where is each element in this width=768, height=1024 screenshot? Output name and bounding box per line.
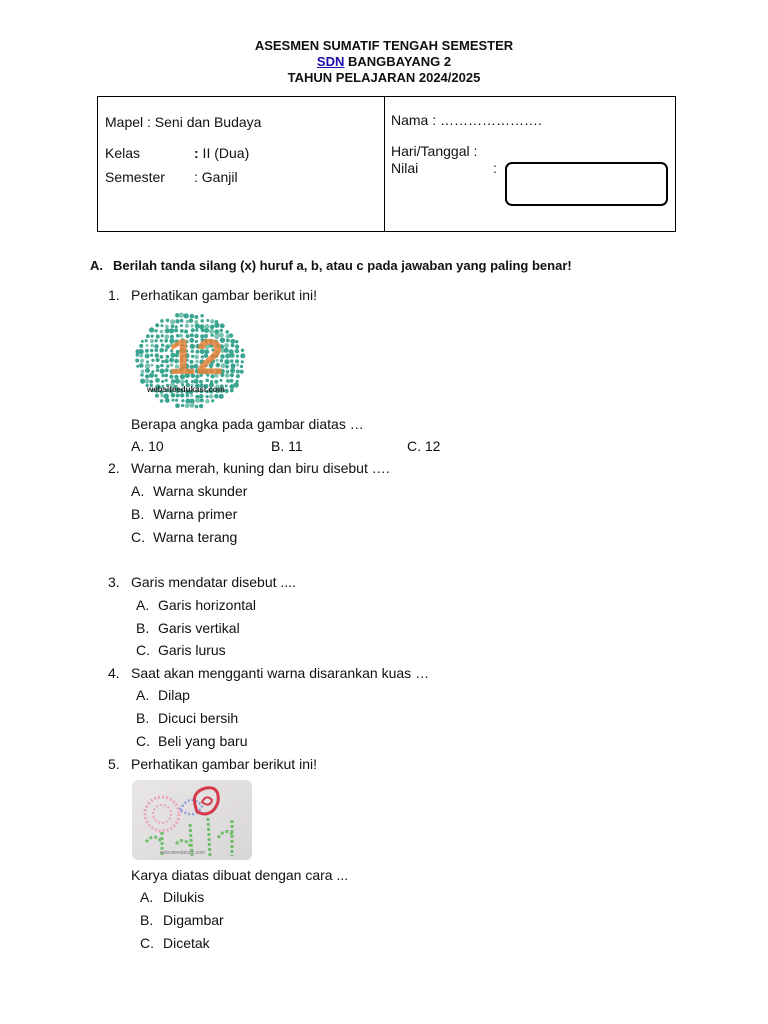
ishihara-dot <box>156 365 160 369</box>
ishihara-dot <box>224 343 229 348</box>
q4-option-a[interactable]: Dilap <box>158 687 190 703</box>
ishihara-dot <box>164 394 169 399</box>
ishihara-dot <box>236 355 239 358</box>
ishihara-dot <box>194 320 198 324</box>
ishihara-dot <box>154 329 157 332</box>
ishihara-dot <box>150 344 154 348</box>
ishihara-dot <box>149 380 153 384</box>
ishihara-dot <box>191 324 194 327</box>
ishihara-dot <box>155 394 159 398</box>
q5-number: 5. <box>108 756 120 772</box>
ishihara-dot <box>185 324 189 328</box>
ishihara-dot <box>184 313 189 318</box>
q5-followup: Karya diatas dibuat dengan cara ... <box>131 867 349 883</box>
subject-label: Mapel : Seni dan Budaya <box>105 114 262 130</box>
ishihara-dot <box>230 368 235 373</box>
academic-year: TAHUN PELAJARAN 2024/2025 <box>287 70 481 85</box>
q5-option-a-mark[interactable]: A. <box>140 889 154 905</box>
ishihara-dot <box>181 399 184 402</box>
ishihara-dot <box>230 363 235 368</box>
ishihara-dot <box>186 320 190 324</box>
ishihara-dot <box>145 379 150 384</box>
info-box-divider <box>384 97 385 231</box>
ishihara-dot <box>171 325 175 329</box>
ishihara-dot <box>160 399 164 403</box>
q2-option-a-mark[interactable]: A. <box>131 483 145 499</box>
ishihara-dot <box>224 348 229 353</box>
q2-option-b-mark[interactable]: B. <box>131 506 145 522</box>
q3-number: 3. <box>108 574 120 590</box>
ishihara-dot <box>181 404 184 407</box>
q4-option-b-mark[interactable]: B. <box>136 710 150 726</box>
ishihara-dot <box>225 384 228 387</box>
q1-followup: Berapa angka pada gambar diatas … <box>131 416 364 432</box>
q4-option-c[interactable]: Beli yang baru <box>158 733 248 749</box>
ishihara-dot <box>230 373 234 377</box>
q3-option-b-mark[interactable]: B. <box>136 620 150 636</box>
q2-number: 2. <box>108 460 120 476</box>
ishihara-dot <box>150 354 153 357</box>
ishihara-dot <box>151 359 154 362</box>
q3-option-a-mark[interactable]: A. <box>136 597 150 613</box>
q3-option-c-mark[interactable]: C. <box>136 642 150 658</box>
class-label: Kelas <box>105 145 141 161</box>
ishihara-plate <box>134 312 246 410</box>
ishihara-dot <box>236 374 240 378</box>
ishihara-dot <box>160 319 164 323</box>
ishihara-dot <box>138 349 143 354</box>
ishihara-dot <box>154 374 157 377</box>
q3-option-c[interactable]: Garis lurus <box>158 642 226 658</box>
ishihara-image <box>134 312 246 410</box>
school-name <box>0 54 768 69</box>
ishihara-dot <box>189 403 194 408</box>
ishihara-dot <box>224 359 229 364</box>
ishihara-dot <box>175 325 178 328</box>
ishihara-dot <box>195 405 198 408</box>
ishihara-dot <box>161 374 164 377</box>
q5-option-a[interactable]: Dilukis <box>163 889 205 905</box>
ishihara-dot <box>156 369 159 372</box>
ishihara-dot <box>194 315 198 319</box>
q2-option-a[interactable]: Warna skunder <box>153 483 248 499</box>
ishihara-dot <box>165 325 169 329</box>
school-name-rest: BANGBAYANG 2 <box>344 54 452 69</box>
q3-text: Garis mendatar disebut .... <box>131 574 296 590</box>
q5-text: Perhatikan gambar berikut ini! <box>131 756 317 772</box>
ishihara-dot <box>160 364 164 368</box>
ishihara-dot <box>139 363 144 368</box>
ishihara-dot <box>225 365 229 369</box>
ishihara-dot <box>235 349 240 354</box>
ishihara-dot <box>170 319 175 324</box>
ishihara-dot <box>140 359 144 363</box>
print-art-image <box>132 780 252 860</box>
q3-option-a[interactable]: Garis horizontal <box>158 597 257 613</box>
ishihara-dot <box>156 358 160 362</box>
ishihara-dot <box>160 330 164 334</box>
ishihara-dot <box>241 349 244 352</box>
school-link[interactable]: SDN <box>316 54 345 69</box>
ishihara-dot <box>145 368 150 373</box>
ishihara-dot <box>180 324 183 327</box>
ishihara-dot <box>150 364 153 367</box>
q4-option-b[interactable]: Dicuci bersih <box>158 710 239 726</box>
q3-option-b[interactable]: Garis vertikal <box>158 620 240 636</box>
q1-text: Perhatikan gambar berikut ini! <box>131 287 317 303</box>
ishihara-dot <box>141 340 144 343</box>
ishihara-dot <box>230 353 235 358</box>
ishihara-dot <box>176 394 180 398</box>
ishihara-dot <box>229 333 233 337</box>
ishihara-dot <box>201 319 204 322</box>
exam-title: ASESMEN SUMATIF TENGAH SEMESTER <box>254 38 514 53</box>
ishihara-dot <box>230 339 235 344</box>
q2-option-c-mark[interactable]: C. <box>131 529 145 545</box>
ishihara-dot <box>225 373 230 378</box>
ishihara-dot <box>140 373 143 376</box>
ishihara-dot <box>205 399 209 403</box>
ishihara-dot <box>145 374 149 378</box>
ishihara-dot <box>139 344 143 348</box>
ishihara-dot <box>160 355 164 359</box>
ishihara-dot <box>190 314 195 319</box>
ishihara-dot <box>214 323 219 328</box>
ishihara-dot <box>175 399 178 402</box>
ishihara-dot <box>135 359 139 363</box>
ishihara-dot <box>175 319 179 323</box>
semester-label: Semester <box>105 169 165 185</box>
score-label: Nilai <box>391 160 419 176</box>
ishihara-dot <box>149 373 154 378</box>
ishihara-dot <box>165 398 170 403</box>
ishihara-dot <box>206 395 209 398</box>
ishihara-dot <box>155 339 158 342</box>
ishihara-dot <box>185 403 190 408</box>
ishihara-dot <box>160 394 163 397</box>
ishihara-dot <box>150 349 154 353</box>
ishihara-dot <box>240 365 243 368</box>
ishihara-dot <box>161 334 164 337</box>
ishihara-dot <box>230 389 234 393</box>
ishihara-dot <box>136 353 139 356</box>
ishihara-dot <box>180 319 184 323</box>
ishihara-dot <box>200 314 203 317</box>
ishihara-dot <box>236 370 240 374</box>
q1-option-b[interactable]: B. 11 <box>271 438 303 454</box>
ishihara-dot <box>160 369 165 374</box>
ishihara-dot <box>145 349 149 353</box>
ishihara-dot <box>136 365 139 368</box>
ishihara-dot <box>206 319 209 322</box>
ishihara-dot <box>240 370 244 374</box>
ishihara-dot <box>199 404 203 408</box>
ishihara-dot <box>145 363 150 368</box>
q5-option-b[interactable]: Digambar <box>163 912 224 928</box>
print-art-picture <box>132 780 252 860</box>
ishihara-dot <box>149 327 154 332</box>
name-field[interactable]: Nama : …………………. <box>391 112 542 128</box>
ishihara-dot <box>199 394 203 398</box>
ishihara-dot <box>225 330 229 334</box>
ishihara-dot <box>210 319 215 324</box>
ishihara-dot <box>171 399 174 402</box>
q1-option-a[interactable]: A. 10 <box>131 438 164 454</box>
student-info-box <box>97 96 676 232</box>
ishihara-dot <box>240 353 245 358</box>
q4-text: Saat akan mengganti warna disarankan kuas … <box>131 665 430 681</box>
q5-option-b-mark[interactable]: B. <box>140 912 154 928</box>
ishihara-dot <box>146 334 150 338</box>
ishihara-dot <box>155 323 159 327</box>
ishihara-dot <box>161 324 164 327</box>
q1-number: 1. <box>108 287 120 303</box>
ishihara-dot <box>155 378 160 383</box>
ishihara-dot <box>214 394 219 399</box>
ishihara-dot <box>166 319 170 323</box>
score-separator: : <box>493 160 497 176</box>
ishihara-dot <box>220 323 225 328</box>
ishihara-dot <box>141 370 145 374</box>
ishihara-dot <box>231 344 235 348</box>
q1-option-c[interactable]: C. 12 <box>407 438 441 454</box>
score-box[interactable] <box>505 162 668 206</box>
ishihara-dot <box>186 394 189 397</box>
q2-option-b[interactable]: Warna primer <box>153 506 238 522</box>
q4-option-c-mark[interactable]: C. <box>136 733 150 749</box>
ishihara-dot <box>175 403 180 408</box>
semester-value: : Ganjil <box>194 169 238 185</box>
ishihara-dot <box>145 339 148 342</box>
ishihara-dot <box>145 354 150 359</box>
ishihara-dot <box>241 360 244 363</box>
q2-text: Warna merah, kuning dan biru disebut …. <box>131 460 390 476</box>
ishihara-dot <box>155 353 159 357</box>
ishihara-dot <box>150 339 154 343</box>
q5-option-c[interactable]: Dicetak <box>163 935 210 951</box>
ishihara-dot <box>195 398 200 403</box>
ishihara-dot <box>179 313 184 318</box>
ishihara-dot <box>190 394 193 397</box>
ishihara-dot <box>234 382 239 387</box>
ishihara-dot <box>139 354 143 358</box>
print-art-watermark: websiteedukasi.com <box>160 850 206 856</box>
q4-number: 4. <box>108 665 120 681</box>
ishihara-dot <box>226 339 230 343</box>
ishihara-dot <box>209 394 213 398</box>
ishihara-dot <box>235 344 239 348</box>
ishihara-dot <box>219 394 224 399</box>
class-value <box>194 145 249 161</box>
date-field[interactable]: Hari/Tanggal : <box>391 143 478 159</box>
ishihara-dot <box>226 379 230 383</box>
ishihara-dot <box>230 359 234 363</box>
class-separator: : <box>194 145 199 161</box>
ishihara-dot <box>189 319 193 323</box>
ishihara-dot <box>151 335 154 338</box>
ishihara-dot <box>161 344 164 347</box>
ishihara-dot <box>156 334 160 338</box>
section-a-marker: A. <box>90 258 103 273</box>
ishihara-watermark: websiteedukasi.com <box>147 385 225 394</box>
class-value-text: II (Dua) <box>198 145 250 161</box>
ishihara-dot <box>160 339 163 342</box>
ishihara-dot <box>211 399 214 402</box>
q4-option-a-mark[interactable]: A. <box>136 687 150 703</box>
ishihara-dot <box>155 349 159 353</box>
ishihara-dot <box>224 389 228 393</box>
ishihara-dot <box>159 348 164 353</box>
ishihara-dot <box>236 364 239 367</box>
ishihara-dot <box>235 359 239 363</box>
ishihara-dot <box>146 360 149 363</box>
q2-option-c[interactable]: Warna terang <box>153 529 238 545</box>
ishihara-dot <box>226 370 229 373</box>
ishihara-dot <box>235 340 238 343</box>
ishihara-dot <box>146 344 149 347</box>
ishihara-dot <box>230 379 234 383</box>
section-a-instruction: Berilah tanda silang (x) huruf a, b, atau c pada jawaban yang paling benar! <box>113 258 572 273</box>
ishihara-dot <box>225 354 230 359</box>
ishihara-dot <box>200 398 204 402</box>
ishihara-dot <box>195 323 200 328</box>
ishihara-dot <box>140 379 145 384</box>
q5-option-c-mark[interactable]: C. <box>140 935 154 951</box>
ishihara-number: 12 <box>168 329 224 385</box>
ishihara-dot <box>161 360 164 363</box>
ishihara-dot <box>161 380 164 383</box>
ishihara-dot <box>154 344 159 349</box>
